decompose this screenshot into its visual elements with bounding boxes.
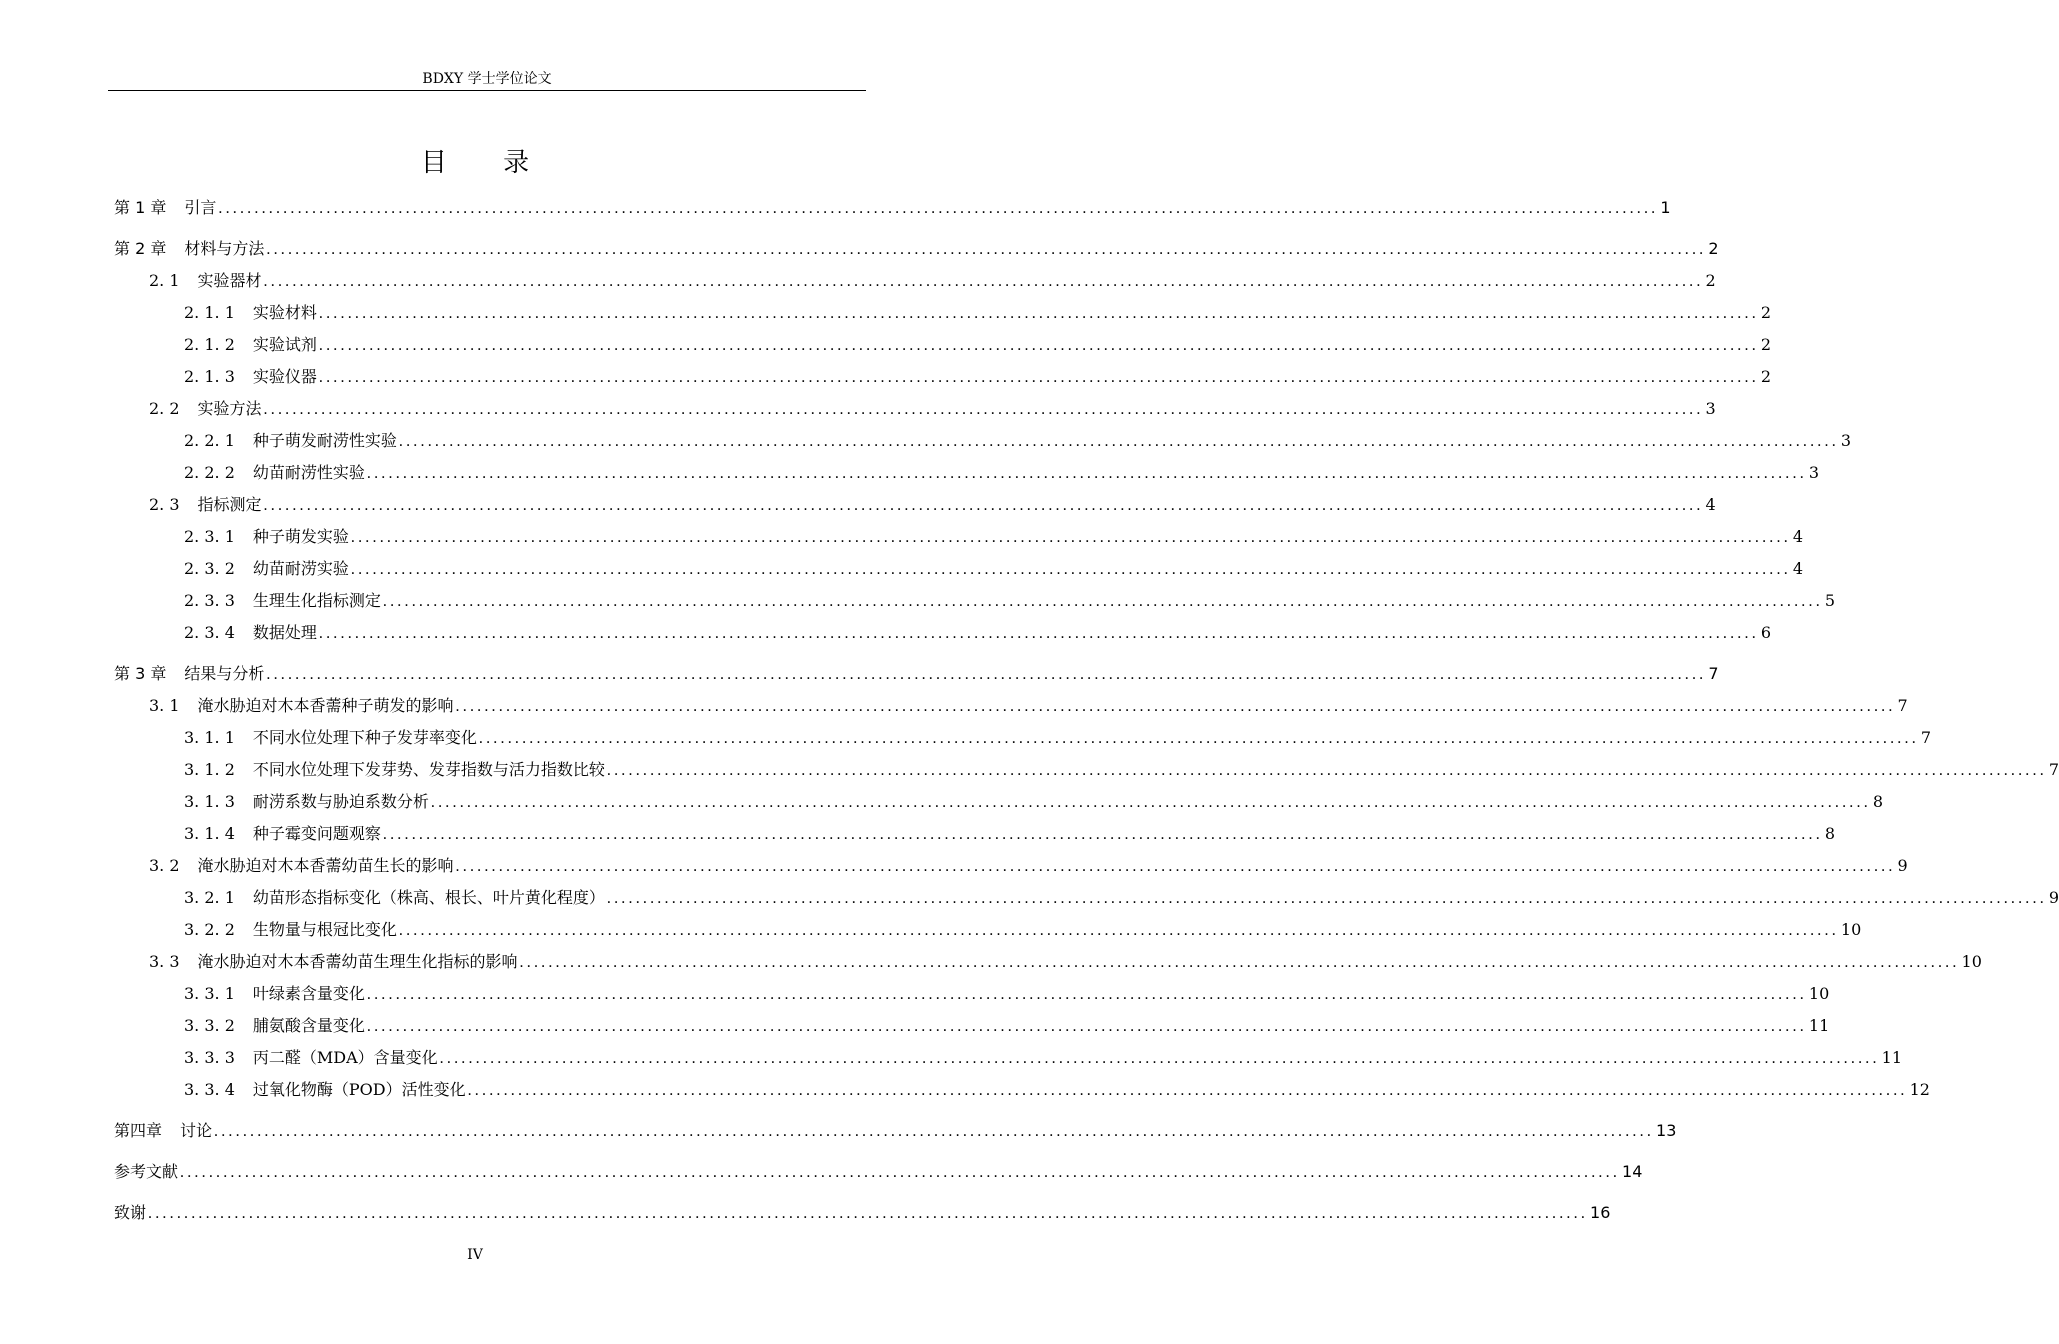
toc-dot-leader: ........................................................................................................................................................................................................ bbox=[318, 369, 1759, 386]
toc-entry[interactable] bbox=[114, 619, 1772, 651]
toc-entry-label: 结果与分析 bbox=[184, 664, 265, 683]
toc-entry-page: 3 bbox=[1808, 463, 1820, 482]
toc-entry-number: 3. 1 bbox=[149, 696, 180, 715]
toc-entry[interactable] bbox=[114, 1012, 1830, 1044]
toc-entry[interactable] bbox=[114, 852, 1908, 884]
table-of-contents bbox=[114, 194, 2059, 1231]
toc-dot-leader: ........................................................................................................................................................................................................ bbox=[318, 625, 1759, 642]
toc-entry-number: 第 3 章 bbox=[114, 664, 167, 683]
toc-dot-leader: ........................................................................................................................................................................................................ bbox=[382, 593, 1823, 610]
toc-entry-label: 致谢 bbox=[114, 1203, 147, 1222]
toc-entry-page: 2 bbox=[1760, 367, 1772, 386]
toc-entry[interactable] bbox=[114, 395, 1716, 427]
toc-dot-leader: ........................................................................................................................................................................................................ bbox=[263, 401, 1704, 418]
toc-entry-number: 3. 1. 3 bbox=[184, 792, 235, 811]
toc-entry-number: 2. 1. 2 bbox=[184, 335, 235, 354]
toc-entry-page: 8 bbox=[1824, 824, 1836, 843]
toc-entry[interactable] bbox=[114, 363, 1772, 395]
toc-entry-page: 10 bbox=[1808, 984, 1830, 1003]
toc-entry[interactable] bbox=[114, 267, 1716, 299]
toc-dot-leader: ........................................................................................................................................................................................................ bbox=[350, 529, 1791, 546]
toc-entry-page: 7 bbox=[1897, 696, 1908, 715]
toc-entry-label: 耐涝系数与胁迫系数分析 bbox=[252, 792, 429, 811]
toc-entry[interactable] bbox=[114, 788, 1884, 820]
toc-dot-leader: ........................................................................................................................................................................................................ bbox=[467, 1082, 1908, 1099]
toc-entry-label: 实验试剂 bbox=[252, 335, 317, 354]
toc-entry-number: 第 1 章 bbox=[114, 198, 167, 217]
toc-entry-page: 4 bbox=[1792, 559, 1804, 578]
toc-entry-label: 实验材料 bbox=[252, 303, 317, 322]
toc-entry-number: 3. 3. 4 bbox=[184, 1080, 235, 1099]
toc-entry-number: 3. 3. 1 bbox=[184, 984, 235, 1003]
toc-entry-page: 11 bbox=[1881, 1048, 1903, 1067]
toc-dot-leader: ........................................................................................................................................................................................................ bbox=[430, 794, 1871, 811]
toc-entry-page: 9 bbox=[1897, 856, 1908, 875]
toc-dot-leader: ........................................................................................................................................................................................................ bbox=[218, 200, 1659, 217]
toc-entry[interactable] bbox=[114, 1199, 1611, 1231]
toc-entry-number: 3. 1. 1 bbox=[184, 728, 235, 747]
toc-entry-label: 材料与方法 bbox=[184, 239, 265, 258]
toc-dot-leader: ........................................................................................................................................................................................................ bbox=[366, 986, 1807, 1003]
toc-entry-number: 2. 3. 4 bbox=[184, 623, 235, 642]
toc-entry[interactable] bbox=[114, 948, 1982, 980]
toc-entry[interactable] bbox=[114, 1158, 1643, 1190]
toc-entry[interactable] bbox=[114, 1044, 1903, 1076]
toc-entry-number: 3. 1. 2 bbox=[184, 760, 235, 779]
toc-entry[interactable] bbox=[114, 724, 1932, 756]
toc-entry-page: 10 bbox=[1840, 920, 1862, 939]
toc-entry-number: 2. 3. 1 bbox=[184, 527, 235, 546]
toc-entry-number: 2. 3. 2 bbox=[184, 559, 235, 578]
toc-entry-number: 2. 2. 2 bbox=[184, 463, 235, 482]
toc-entry-page: 10 bbox=[1961, 952, 1982, 971]
toc-entry-label: 实验方法 bbox=[197, 399, 262, 418]
toc-entry-page: 2 bbox=[1708, 239, 1719, 258]
toc-dot-leader: ........................................................................................................................................................................................................ bbox=[455, 858, 1896, 875]
toc-entry[interactable] bbox=[114, 235, 1719, 267]
toc-entry[interactable] bbox=[114, 980, 1830, 1012]
toc-entry-page: 1 bbox=[1660, 198, 1671, 217]
toc-entry-page: 3 bbox=[1840, 431, 1852, 450]
toc-entry-page: 16 bbox=[1590, 1203, 1611, 1222]
toc-entry-label: 不同水位处理下种子发芽率变化 bbox=[252, 728, 477, 747]
header-rule bbox=[108, 90, 866, 91]
toc-entry[interactable] bbox=[114, 916, 1862, 948]
toc-entry[interactable] bbox=[114, 884, 2059, 916]
toc-dot-leader: ........................................................................................................................................................................................................ bbox=[318, 305, 1759, 322]
toc-entry-label: 生理生化指标测定 bbox=[252, 591, 381, 610]
toc-entry-label: 参考文献 bbox=[114, 1162, 179, 1181]
toc-entry-label: 引言 bbox=[184, 198, 217, 217]
toc-entry-label: 幼苗耐涝实验 bbox=[252, 559, 349, 578]
toc-entry-label: 淹水胁迫对木本香薷幼苗生长的影响 bbox=[197, 856, 454, 875]
toc-dot-leader: ........................................................................................................................................................................................................ bbox=[382, 826, 1823, 843]
toc-entry[interactable] bbox=[114, 692, 1908, 724]
toc-entry-label: 种子萌发耐涝性实验 bbox=[252, 431, 397, 450]
toc-entry-page: 2 bbox=[1760, 303, 1772, 322]
toc-entry-number: 2. 1 bbox=[149, 271, 180, 290]
toc-entry-page: 4 bbox=[1705, 495, 1716, 514]
toc-dot-leader: ........................................................................................................................................................................................................ bbox=[263, 497, 1704, 514]
toc-entry[interactable] bbox=[114, 555, 1804, 587]
toc-dot-leader: ........................................................................................................................................................................................................ bbox=[263, 273, 1704, 290]
toc-entry[interactable] bbox=[114, 427, 1852, 459]
toc-entry-page: 5 bbox=[1824, 591, 1836, 610]
toc-entry-page: 14 bbox=[1622, 1162, 1643, 1181]
toc-entry-label: 幼苗形态指标变化（株高、根长、叶片黄化程度） bbox=[252, 888, 605, 907]
toc-dot-leader: ........................................................................................................................................................................................................ bbox=[519, 954, 1960, 971]
toc-entry[interactable] bbox=[114, 1076, 1930, 1108]
toc-dot-leader: ........................................................................................................................................................................................................ bbox=[266, 241, 1707, 258]
toc-entry-page: 7 bbox=[1920, 728, 1932, 747]
toc-entry[interactable] bbox=[114, 299, 1772, 331]
toc-entry-label: 丙二醛（MDA）含量变化 bbox=[252, 1048, 438, 1067]
toc-entry[interactable] bbox=[114, 587, 1836, 619]
toc-entry-number: 3. 3. 3 bbox=[184, 1048, 235, 1067]
toc-entry-page: 4 bbox=[1792, 527, 1804, 546]
toc-dot-leader: ........................................................................................................................................................................................................ bbox=[318, 337, 1759, 354]
toc-entry-number: 3. 1. 4 bbox=[184, 824, 235, 843]
toc-entry-number: 第 2 章 bbox=[114, 239, 167, 258]
toc-dot-leader: ........................................................................................................................................................................................................ bbox=[350, 561, 1791, 578]
toc-entry-number: 3. 3. 2 bbox=[184, 1016, 235, 1035]
toc-entry-number: 2. 1. 3 bbox=[184, 367, 235, 386]
toc-entry-label: 淹水胁迫对木本香薷种子萌发的影响 bbox=[197, 696, 454, 715]
toc-entry-page: 12 bbox=[1909, 1080, 1930, 1099]
page-title: 目 录 bbox=[420, 148, 554, 178]
toc-entry-label: 实验器材 bbox=[197, 271, 262, 290]
toc-dot-leader: ........................................................................................................................................................................................................ bbox=[606, 762, 2047, 779]
page-number: IV bbox=[467, 1247, 483, 1263]
toc-entry-label: 指标测定 bbox=[197, 495, 262, 514]
toc-entry-number: 2. 1. 1 bbox=[184, 303, 235, 322]
toc-entry-page: 7 bbox=[1708, 664, 1719, 683]
toc-entry[interactable] bbox=[114, 523, 1804, 555]
toc-entry-label: 讨论 bbox=[180, 1121, 213, 1140]
toc-entry-number: 2. 2 bbox=[149, 399, 180, 418]
toc-dot-leader: ........................................................................................................................................................................................................ bbox=[478, 730, 1919, 747]
toc-dot-leader: ........................................................................................................................................................................................................ bbox=[180, 1164, 1621, 1181]
toc-entry-label: 生物量与根冠比变化 bbox=[252, 920, 397, 939]
toc-dot-leader: ........................................................................................................................................................................................................ bbox=[398, 922, 1839, 939]
toc-entry-page: 13 bbox=[1656, 1121, 1677, 1140]
toc-entry-label: 种子萌发实验 bbox=[252, 527, 349, 546]
toc-entry[interactable] bbox=[114, 194, 1671, 226]
toc-entry-label: 实验仪器 bbox=[252, 367, 317, 386]
toc-entry-page: 8 bbox=[1872, 792, 1884, 811]
toc-entry-label: 过氧化物酶（POD）活性变化 bbox=[252, 1080, 466, 1099]
toc-dot-leader: ........................................................................................................................................................................................................ bbox=[398, 433, 1839, 450]
toc-entry-number: 2. 3. 3 bbox=[184, 591, 235, 610]
toc-dot-leader: ........................................................................................................................................................................................................ bbox=[439, 1050, 1880, 1067]
running-header: BDXY 学士学位论文 bbox=[422, 71, 552, 87]
toc-entry[interactable] bbox=[114, 459, 1820, 491]
toc-entry-number: 2. 2. 1 bbox=[184, 431, 235, 450]
toc-entry-number: 3. 3 bbox=[149, 952, 180, 971]
toc-entry-page: 7 bbox=[2048, 760, 2059, 779]
toc-entry-number: 2. 3 bbox=[149, 495, 180, 514]
toc-entry-label: 幼苗耐涝性实验 bbox=[252, 463, 365, 482]
toc-entry-label: 脯氨酸含量变化 bbox=[252, 1016, 365, 1035]
toc-entry[interactable] bbox=[114, 491, 1716, 523]
toc-entry-page: 2 bbox=[1760, 335, 1772, 354]
toc-dot-leader: ........................................................................................................................................................................................................ bbox=[266, 666, 1707, 683]
toc-entry-label: 数据处理 bbox=[252, 623, 317, 642]
toc-entry-label: 淹水胁迫对木本香薷幼苗生理生化指标的影响 bbox=[197, 952, 518, 971]
toc-entry-page: 3 bbox=[1705, 399, 1716, 418]
toc-dot-leader: ........................................................................................................................................................................................................ bbox=[366, 1018, 1807, 1035]
toc-entry[interactable] bbox=[114, 756, 2059, 788]
toc-entry-page: 2 bbox=[1705, 271, 1716, 290]
toc-entry[interactable] bbox=[114, 331, 1772, 363]
toc-entry-page: 9 bbox=[2048, 888, 2059, 907]
toc-dot-leader: ........................................................................................................................................................................................................ bbox=[455, 698, 1896, 715]
toc-entry-number: 第四章 bbox=[114, 1121, 163, 1140]
toc-dot-leader: ........................................................................................................................................................................................................ bbox=[606, 890, 2047, 907]
toc-dot-leader: ........................................................................................................................................................................................................ bbox=[148, 1205, 1589, 1222]
toc-entry-page: 11 bbox=[1808, 1016, 1830, 1035]
toc-entry-label: 不同水位处理下发芽势、发芽指数与活力指数比较 bbox=[252, 760, 605, 779]
toc-dot-leader: ........................................................................................................................................................................................................ bbox=[366, 465, 1807, 482]
toc-entry-page: 6 bbox=[1760, 623, 1772, 642]
toc-entry-label: 种子霉变问题观察 bbox=[252, 824, 381, 843]
toc-entry-number: 3. 2. 1 bbox=[184, 888, 235, 907]
toc-dot-leader: ........................................................................................................................................................................................................ bbox=[214, 1123, 1655, 1140]
toc-entry-number: 3. 2. 2 bbox=[184, 920, 235, 939]
toc-entry[interactable] bbox=[114, 820, 1836, 852]
toc-entry[interactable] bbox=[114, 660, 1719, 692]
toc-entry-number: 3. 2 bbox=[149, 856, 180, 875]
toc-entry-label: 叶绿素含量变化 bbox=[252, 984, 365, 1003]
toc-entry[interactable] bbox=[114, 1117, 1677, 1149]
